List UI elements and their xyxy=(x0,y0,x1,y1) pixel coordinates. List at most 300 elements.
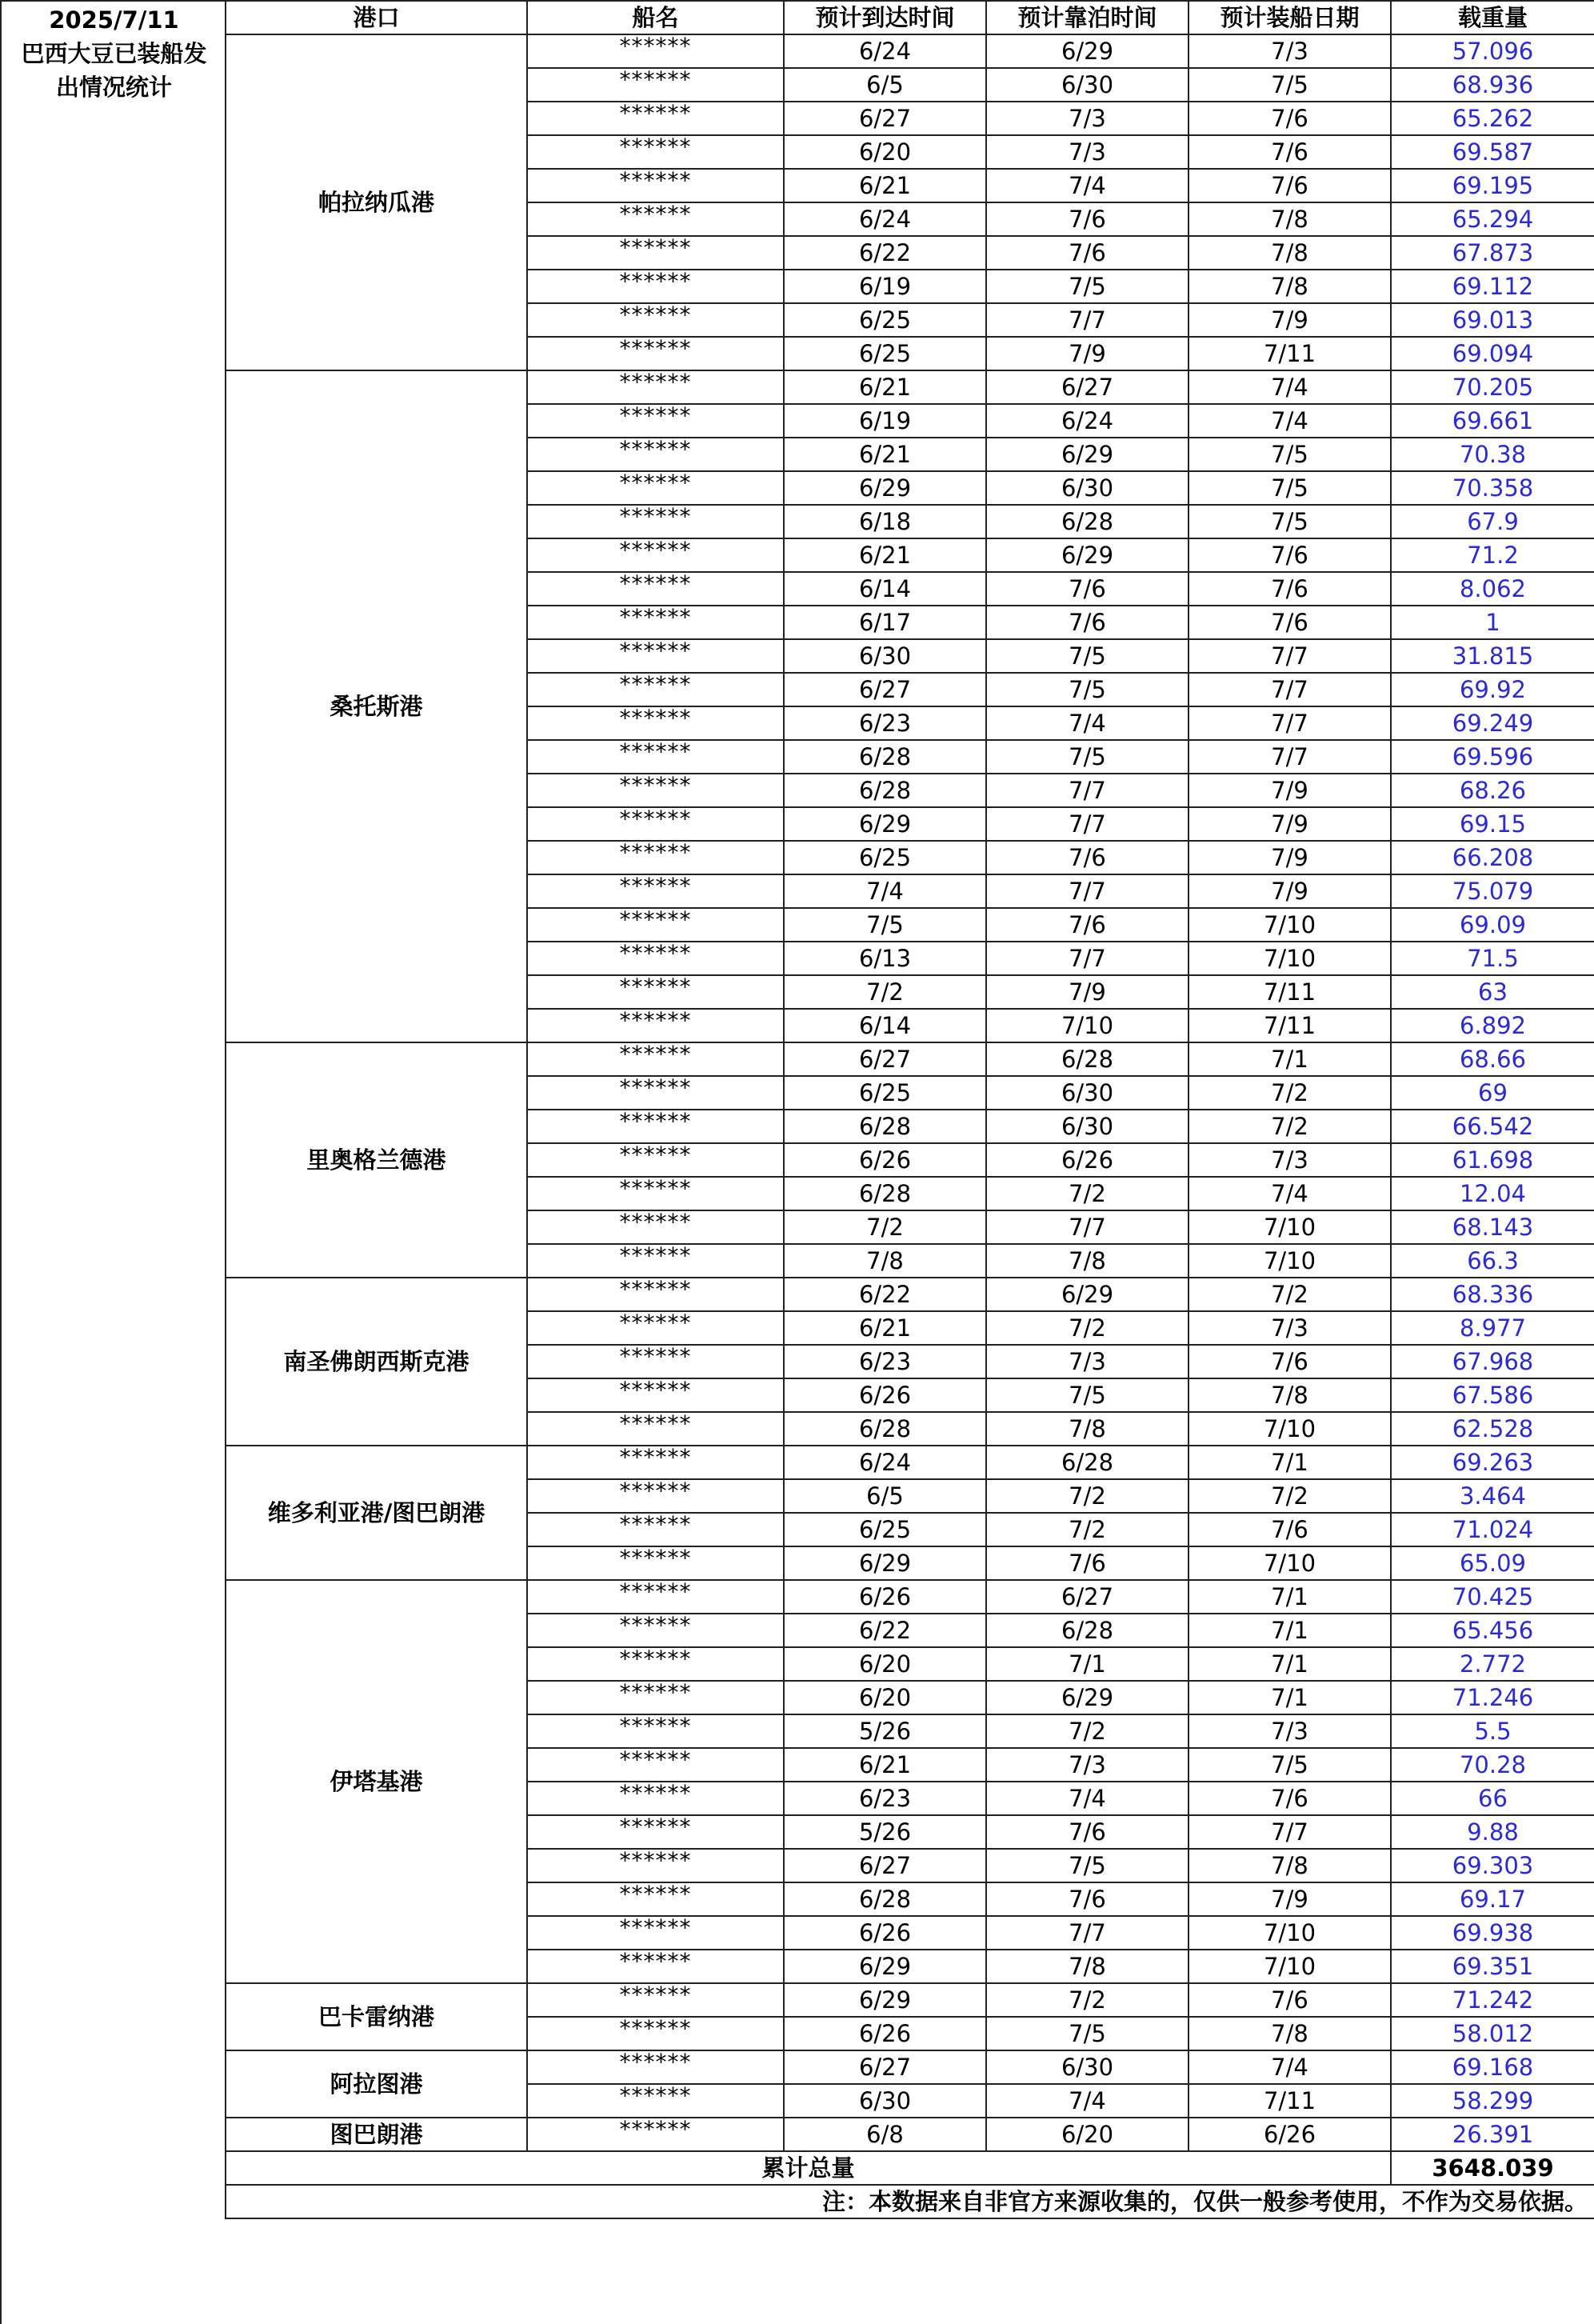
eta-cell: 6/29 xyxy=(784,1950,986,1983)
berth-date-cell: 6/29 xyxy=(986,538,1189,572)
loading-date-cell: 7/10 xyxy=(1189,1244,1391,1278)
weight-cell: 68.336 xyxy=(1391,1278,1594,1311)
ship-name-cell: ****** xyxy=(527,1479,784,1513)
weight-cell: 71.246 xyxy=(1391,1681,1594,1714)
port-name: 伊塔基港 xyxy=(226,1580,527,1983)
berth-date-cell: 7/7 xyxy=(986,942,1189,975)
eta-cell: 7/2 xyxy=(784,975,986,1009)
ship-name-cell: ****** xyxy=(527,1009,784,1042)
weight-cell: 31.815 xyxy=(1391,639,1594,673)
eta-cell: 6/20 xyxy=(784,1647,986,1681)
berth-date-cell: 7/4 xyxy=(986,2084,1189,2118)
ship-name-cell: ****** xyxy=(527,673,784,706)
loading-date-cell: 7/6 xyxy=(1189,1513,1391,1546)
eta-cell: 6/25 xyxy=(784,1513,986,1546)
loading-date-cell: 7/3 xyxy=(1189,1143,1391,1177)
eta-cell: 6/17 xyxy=(784,606,986,639)
loading-date-cell: 7/10 xyxy=(1189,1412,1391,1446)
berth-date-cell: 7/1 xyxy=(986,1647,1189,1681)
table-row xyxy=(226,2050,1594,2084)
weight-cell: 69.168 xyxy=(1391,2050,1594,2084)
eta-cell: 6/27 xyxy=(784,673,986,706)
berth-date-cell: 7/5 xyxy=(986,2017,1189,2050)
eta-cell: 6/30 xyxy=(784,639,986,673)
loading-date-cell: 7/9 xyxy=(1189,807,1391,841)
eta-cell: 6/28 xyxy=(784,1882,986,1916)
eta-cell: 5/26 xyxy=(784,1815,986,1849)
eta-cell: 6/21 xyxy=(784,438,986,471)
berth-date-cell: 7/6 xyxy=(986,1882,1189,1916)
loading-date-cell: 7/6 xyxy=(1189,102,1391,135)
report-date: 2025/7/11 xyxy=(49,6,179,34)
ship-name-cell: ****** xyxy=(527,1782,784,1815)
weight-cell: 8.062 xyxy=(1391,572,1594,606)
loading-date-cell: 7/9 xyxy=(1189,1882,1391,1916)
berth-date-cell: 6/30 xyxy=(986,1076,1189,1110)
ship-name-cell: ****** xyxy=(527,1378,784,1412)
berth-date-cell: 7/7 xyxy=(986,807,1189,841)
table-row xyxy=(226,1580,1594,1614)
loading-date-cell: 7/11 xyxy=(1189,975,1391,1009)
eta-cell: 6/5 xyxy=(784,1479,986,1513)
loading-date-cell: 7/6 xyxy=(1189,1345,1391,1378)
ship-name-cell: ****** xyxy=(527,1983,784,2017)
weight-cell: 69.92 xyxy=(1391,673,1594,706)
eta-cell: 6/21 xyxy=(784,1311,986,1345)
eta-cell: 6/21 xyxy=(784,538,986,572)
weight-cell: 69.351 xyxy=(1391,1950,1594,1983)
column-header-eta: 预计到达时间 xyxy=(784,1,986,34)
ship-name-cell: ****** xyxy=(527,438,784,471)
loading-date-cell: 7/3 xyxy=(1189,1311,1391,1345)
berth-date-cell: 7/6 xyxy=(986,572,1189,606)
berth-date-cell: 6/30 xyxy=(986,2050,1189,2084)
ship-name-cell: ****** xyxy=(527,1950,784,1983)
table-row xyxy=(226,1983,1594,2017)
loading-date-cell: 7/5 xyxy=(1189,1748,1391,1782)
berth-date-cell: 7/5 xyxy=(986,1849,1189,1882)
eta-cell: 6/26 xyxy=(784,1378,986,1412)
loading-date-cell: 7/4 xyxy=(1189,2050,1391,2084)
weight-cell: 68.143 xyxy=(1391,1210,1594,1244)
berth-date-cell: 7/5 xyxy=(986,270,1189,303)
weight-cell: 67.968 xyxy=(1391,1345,1594,1378)
weight-cell: 67.586 xyxy=(1391,1378,1594,1412)
eta-cell: 6/28 xyxy=(784,1412,986,1446)
eta-cell: 6/25 xyxy=(784,841,986,874)
ship-name-cell: ****** xyxy=(527,2118,784,2151)
berth-date-cell: 7/3 xyxy=(986,135,1189,169)
loading-date-cell: 7/10 xyxy=(1189,908,1391,942)
berth-date-cell: 7/9 xyxy=(986,337,1189,370)
berth-date-cell: 7/7 xyxy=(986,874,1189,908)
weight-cell: 67.873 xyxy=(1391,236,1594,270)
weight-cell: 69.195 xyxy=(1391,169,1594,202)
shipment-table xyxy=(225,0,1594,2219)
weight-cell: 1 xyxy=(1391,606,1594,639)
eta-cell: 6/8 xyxy=(784,2118,986,2151)
ship-name-cell: ****** xyxy=(527,270,784,303)
loading-date-cell: 7/6 xyxy=(1189,1983,1391,2017)
ship-name-cell: ****** xyxy=(527,236,784,270)
loading-date-cell: 7/8 xyxy=(1189,1849,1391,1882)
ship-name-cell: ****** xyxy=(527,1177,784,1210)
title-panel xyxy=(0,0,225,2324)
ship-name-cell: ****** xyxy=(527,908,784,942)
ship-name-cell: ****** xyxy=(527,370,784,404)
ship-name-cell: ****** xyxy=(527,1714,784,1748)
weight-cell: 26.391 xyxy=(1391,2118,1594,2151)
berth-date-cell: 7/5 xyxy=(986,740,1189,774)
weight-cell: 2.772 xyxy=(1391,1647,1594,1681)
weight-cell: 71.242 xyxy=(1391,1983,1594,2017)
loading-date-cell: 7/4 xyxy=(1189,404,1391,438)
weight-cell: 62.528 xyxy=(1391,1412,1594,1446)
berth-date-cell: 7/6 xyxy=(986,841,1189,874)
weight-cell: 66.3 xyxy=(1391,1244,1594,1278)
ship-name-cell: ****** xyxy=(527,337,784,370)
weight-cell: 65.262 xyxy=(1391,102,1594,135)
eta-cell: 6/19 xyxy=(784,404,986,438)
berth-date-cell: 6/26 xyxy=(986,1143,1189,1177)
loading-date-cell: 7/5 xyxy=(1189,505,1391,538)
berth-date-cell: 7/10 xyxy=(986,1009,1189,1042)
ship-name-cell: ****** xyxy=(527,1513,784,1546)
eta-cell: 6/18 xyxy=(784,505,986,538)
loading-date-cell: 7/1 xyxy=(1189,1614,1391,1647)
weight-cell: 71.2 xyxy=(1391,538,1594,572)
ship-name-cell: ****** xyxy=(527,2050,784,2084)
total-value: 3648.039 xyxy=(1391,2151,1594,2185)
eta-cell: 6/21 xyxy=(784,370,986,404)
column-header-loading: 预计装船日期 xyxy=(1189,1,1391,34)
eta-cell: 6/5 xyxy=(784,68,986,102)
port-name: 桑托斯港 xyxy=(226,370,527,1042)
weight-cell: 70.28 xyxy=(1391,1748,1594,1782)
eta-cell: 6/28 xyxy=(784,774,986,807)
weight-cell: 66 xyxy=(1391,1782,1594,1815)
weight-cell: 70.358 xyxy=(1391,471,1594,505)
berth-date-cell: 7/8 xyxy=(986,1244,1189,1278)
weight-cell: 63 xyxy=(1391,975,1594,1009)
weight-cell: 69 xyxy=(1391,1076,1594,1110)
berth-date-cell: 7/8 xyxy=(986,1950,1189,1983)
eta-cell: 6/22 xyxy=(784,236,986,270)
eta-cell: 6/25 xyxy=(784,1076,986,1110)
berth-date-cell: 6/24 xyxy=(986,404,1189,438)
weight-cell: 71.024 xyxy=(1391,1513,1594,1546)
berth-date-cell: 7/5 xyxy=(986,639,1189,673)
weight-cell: 9.88 xyxy=(1391,1815,1594,1849)
port-name: 帕拉纳瓜港 xyxy=(226,34,527,370)
table-row xyxy=(226,2118,1594,2151)
header-row xyxy=(226,1,1594,34)
berth-date-cell: 7/4 xyxy=(986,1782,1189,1815)
ship-name-cell: ****** xyxy=(527,1345,784,1378)
loading-date-cell: 7/4 xyxy=(1189,370,1391,404)
ship-name-cell: ****** xyxy=(527,538,784,572)
loading-date-cell: 7/8 xyxy=(1189,2017,1391,2050)
berth-date-cell: 7/7 xyxy=(986,303,1189,337)
loading-date-cell: 7/8 xyxy=(1189,202,1391,236)
ship-name-cell: ****** xyxy=(527,68,784,102)
ship-name-cell: ****** xyxy=(527,1311,784,1345)
eta-cell: 6/26 xyxy=(784,1580,986,1614)
ship-name-cell: ****** xyxy=(527,1647,784,1681)
ship-name-cell: ****** xyxy=(527,740,784,774)
loading-date-cell: 7/6 xyxy=(1189,606,1391,639)
ship-name-cell: ****** xyxy=(527,1143,784,1177)
ship-name-cell: ****** xyxy=(527,1278,784,1311)
ship-name-cell: ****** xyxy=(527,1076,784,1110)
eta-cell: 6/22 xyxy=(784,1278,986,1311)
berth-date-cell: 7/2 xyxy=(986,1714,1189,1748)
eta-cell: 6/23 xyxy=(784,1782,986,1815)
loading-date-cell: 7/10 xyxy=(1189,1210,1391,1244)
ship-name-cell: ****** xyxy=(527,2084,784,2118)
ship-name-cell: ****** xyxy=(527,807,784,841)
eta-cell: 6/29 xyxy=(784,1546,986,1580)
weight-cell: 69.15 xyxy=(1391,807,1594,841)
ship-name-cell: ****** xyxy=(527,874,784,908)
column-header-weight: 载重量 xyxy=(1391,1,1594,34)
ship-name-cell: ****** xyxy=(527,942,784,975)
berth-date-cell: 6/27 xyxy=(986,370,1189,404)
berth-date-cell: 6/28 xyxy=(986,1042,1189,1076)
berth-date-cell: 7/2 xyxy=(986,1513,1189,1546)
table-row xyxy=(226,1278,1594,1311)
ship-name-cell: ****** xyxy=(527,975,784,1009)
table-row xyxy=(226,1042,1594,1076)
weight-cell: 75.079 xyxy=(1391,874,1594,908)
weight-cell: 68.26 xyxy=(1391,774,1594,807)
eta-cell: 6/24 xyxy=(784,1446,986,1479)
weight-cell: 69.013 xyxy=(1391,303,1594,337)
eta-cell: 6/20 xyxy=(784,1681,986,1714)
weight-cell: 67.9 xyxy=(1391,505,1594,538)
ship-name-cell: ****** xyxy=(527,1580,784,1614)
ship-name-cell: ****** xyxy=(527,102,784,135)
column-header-ship: 船名 xyxy=(527,1,784,34)
loading-date-cell: 7/10 xyxy=(1189,942,1391,975)
berth-date-cell: 7/6 xyxy=(986,1546,1189,1580)
loading-date-cell: 7/2 xyxy=(1189,1479,1391,1513)
loading-date-cell: 7/1 xyxy=(1189,1681,1391,1714)
weight-cell: 69.938 xyxy=(1391,1916,1594,1950)
ship-name-cell: ****** xyxy=(527,774,784,807)
report-title-line1: 巴西大豆已装船发 xyxy=(21,40,207,67)
ship-name-cell: ****** xyxy=(527,404,784,438)
ship-name-cell: ****** xyxy=(527,135,784,169)
berth-date-cell: 7/3 xyxy=(986,1345,1189,1378)
ship-name-cell: ****** xyxy=(527,639,784,673)
weight-cell: 58.012 xyxy=(1391,2017,1594,2050)
eta-cell: 6/14 xyxy=(784,1009,986,1042)
loading-date-cell: 7/3 xyxy=(1189,34,1391,68)
ship-name-cell: ****** xyxy=(527,471,784,505)
loading-date-cell: 7/6 xyxy=(1189,135,1391,169)
eta-cell: 7/4 xyxy=(784,874,986,908)
ship-name-cell: ****** xyxy=(527,1244,784,1278)
loading-date-cell: 7/8 xyxy=(1189,236,1391,270)
berth-date-cell: 7/7 xyxy=(986,1916,1189,1950)
eta-cell: 6/27 xyxy=(784,2050,986,2084)
berth-date-cell: 7/5 xyxy=(986,1378,1189,1412)
weight-cell: 69.17 xyxy=(1391,1882,1594,1916)
weight-cell: 70.425 xyxy=(1391,1580,1594,1614)
weight-cell: 69.09 xyxy=(1391,908,1594,942)
berth-date-cell: 7/2 xyxy=(986,1479,1189,1513)
berth-date-cell: 6/28 xyxy=(986,1614,1189,1647)
weight-cell: 12.04 xyxy=(1391,1177,1594,1210)
loading-date-cell: 7/6 xyxy=(1189,572,1391,606)
loading-date-cell: 7/2 xyxy=(1189,1076,1391,1110)
ship-name-cell: ****** xyxy=(527,1614,784,1647)
table-row xyxy=(226,1446,1594,1479)
berth-date-cell: 7/6 xyxy=(986,908,1189,942)
loading-date-cell: 7/6 xyxy=(1189,538,1391,572)
loading-date-cell: 7/9 xyxy=(1189,774,1391,807)
ship-name-cell: ****** xyxy=(527,1210,784,1244)
eta-cell: 7/8 xyxy=(784,1244,986,1278)
ship-name-cell: ****** xyxy=(527,1748,784,1782)
berth-date-cell: 7/3 xyxy=(986,1748,1189,1782)
ship-name-cell: ****** xyxy=(527,505,784,538)
port-name: 巴卡雷纳港 xyxy=(226,1983,527,2050)
ship-name-cell: ****** xyxy=(527,303,784,337)
loading-date-cell: 7/5 xyxy=(1189,471,1391,505)
ship-name-cell: ****** xyxy=(527,1916,784,1950)
berth-date-cell: 7/6 xyxy=(986,1815,1189,1849)
ship-name-cell: ****** xyxy=(527,202,784,236)
port-name: 维多利亚港/图巴朗港 xyxy=(226,1446,527,1580)
berth-date-cell: 6/28 xyxy=(986,1446,1189,1479)
weight-cell: 66.208 xyxy=(1391,841,1594,874)
eta-cell: 7/2 xyxy=(784,1210,986,1244)
column-header-berth: 预计靠泊时间 xyxy=(986,1,1189,34)
loading-date-cell: 7/8 xyxy=(1189,270,1391,303)
column-header-port: 港口 xyxy=(226,1,527,34)
weight-cell: 70.38 xyxy=(1391,438,1594,471)
eta-cell: 6/20 xyxy=(784,135,986,169)
ship-name-cell: ****** xyxy=(527,1446,784,1479)
loading-date-cell: 7/8 xyxy=(1189,1378,1391,1412)
weight-cell: 58.299 xyxy=(1391,2084,1594,2118)
eta-cell: 6/26 xyxy=(784,1143,986,1177)
loading-date-cell: 7/7 xyxy=(1189,673,1391,706)
eta-cell: 6/14 xyxy=(784,572,986,606)
berth-date-cell: 7/6 xyxy=(986,236,1189,270)
eta-cell: 6/29 xyxy=(784,471,986,505)
weight-cell: 3.464 xyxy=(1391,1479,1594,1513)
ship-name-cell: ****** xyxy=(527,841,784,874)
loading-date-cell: 7/1 xyxy=(1189,1647,1391,1681)
eta-cell: 6/27 xyxy=(784,102,986,135)
loading-date-cell: 7/7 xyxy=(1189,639,1391,673)
weight-cell: 65.294 xyxy=(1391,202,1594,236)
berth-date-cell: 7/7 xyxy=(986,774,1189,807)
eta-cell: 6/28 xyxy=(784,1110,986,1143)
eta-cell: 6/24 xyxy=(784,34,986,68)
loading-date-cell: 7/1 xyxy=(1189,1042,1391,1076)
loading-date-cell: 7/2 xyxy=(1189,1278,1391,1311)
eta-cell: 6/28 xyxy=(784,740,986,774)
ship-name-cell: ****** xyxy=(527,1815,784,1849)
eta-cell: 6/29 xyxy=(784,807,986,841)
eta-cell: 6/23 xyxy=(784,1345,986,1378)
loading-date-cell: 7/5 xyxy=(1189,438,1391,471)
loading-date-cell: 7/11 xyxy=(1189,2084,1391,2118)
loading-date-cell: 7/3 xyxy=(1189,1714,1391,1748)
berth-date-cell: 6/29 xyxy=(986,1681,1189,1714)
ship-name-cell: ****** xyxy=(527,1412,784,1446)
berth-date-cell: 7/5 xyxy=(986,673,1189,706)
report-title-line2: 出情况统计 xyxy=(55,74,172,101)
weight-cell: 69.263 xyxy=(1391,1446,1594,1479)
weight-cell: 8.977 xyxy=(1391,1311,1594,1345)
loading-date-cell: 7/11 xyxy=(1189,337,1391,370)
weight-cell: 66.542 xyxy=(1391,1110,1594,1143)
port-name: 阿拉图港 xyxy=(226,2050,527,2118)
berth-date-cell: 7/9 xyxy=(986,975,1189,1009)
eta-cell: 6/28 xyxy=(784,1177,986,1210)
berth-date-cell: 6/27 xyxy=(986,1580,1189,1614)
ship-name-cell: ****** xyxy=(527,606,784,639)
eta-cell: 6/30 xyxy=(784,2084,986,2118)
ship-name-cell: ****** xyxy=(527,1110,784,1143)
weight-cell: 69.596 xyxy=(1391,740,1594,774)
ship-name-cell: ****** xyxy=(527,1681,784,1714)
eta-cell: 6/21 xyxy=(784,169,986,202)
weight-cell: 69.661 xyxy=(1391,404,1594,438)
table-body xyxy=(226,34,1594,2151)
berth-date-cell: 7/7 xyxy=(986,1210,1189,1244)
loading-date-cell: 7/2 xyxy=(1189,1110,1391,1143)
weight-cell: 65.456 xyxy=(1391,1614,1594,1647)
eta-cell: 7/5 xyxy=(784,908,986,942)
total-row xyxy=(226,2151,1594,2185)
berth-date-cell: 7/6 xyxy=(986,606,1189,639)
weight-cell: 71.5 xyxy=(1391,942,1594,975)
loading-date-cell: 7/6 xyxy=(1189,169,1391,202)
ship-name-cell: ****** xyxy=(527,1849,784,1882)
berth-date-cell: 6/29 xyxy=(986,1278,1189,1311)
eta-cell: 6/25 xyxy=(784,303,986,337)
eta-cell: 6/27 xyxy=(784,1849,986,1882)
berth-date-cell: 6/29 xyxy=(986,34,1189,68)
berth-date-cell: 6/30 xyxy=(986,471,1189,505)
loading-date-cell: 7/10 xyxy=(1189,1546,1391,1580)
weight-cell: 69.587 xyxy=(1391,135,1594,169)
eta-cell: 6/22 xyxy=(784,1614,986,1647)
loading-date-cell: 7/9 xyxy=(1189,841,1391,874)
weight-cell: 6.892 xyxy=(1391,1009,1594,1042)
weight-cell: 68.936 xyxy=(1391,68,1594,102)
berth-date-cell: 7/6 xyxy=(986,202,1189,236)
weight-cell: 57.096 xyxy=(1391,34,1594,68)
eta-cell: 6/21 xyxy=(784,1748,986,1782)
table-row xyxy=(226,370,1594,404)
loading-date-cell: 7/10 xyxy=(1189,1950,1391,1983)
loading-date-cell: 7/7 xyxy=(1189,706,1391,740)
eta-cell: 6/13 xyxy=(784,942,986,975)
loading-date-cell: 7/5 xyxy=(1189,68,1391,102)
loading-date-cell: 7/7 xyxy=(1189,1815,1391,1849)
loading-date-cell: 7/4 xyxy=(1189,1177,1391,1210)
weight-cell: 70.205 xyxy=(1391,370,1594,404)
berth-date-cell: 7/4 xyxy=(986,706,1189,740)
weight-cell: 68.66 xyxy=(1391,1042,1594,1076)
